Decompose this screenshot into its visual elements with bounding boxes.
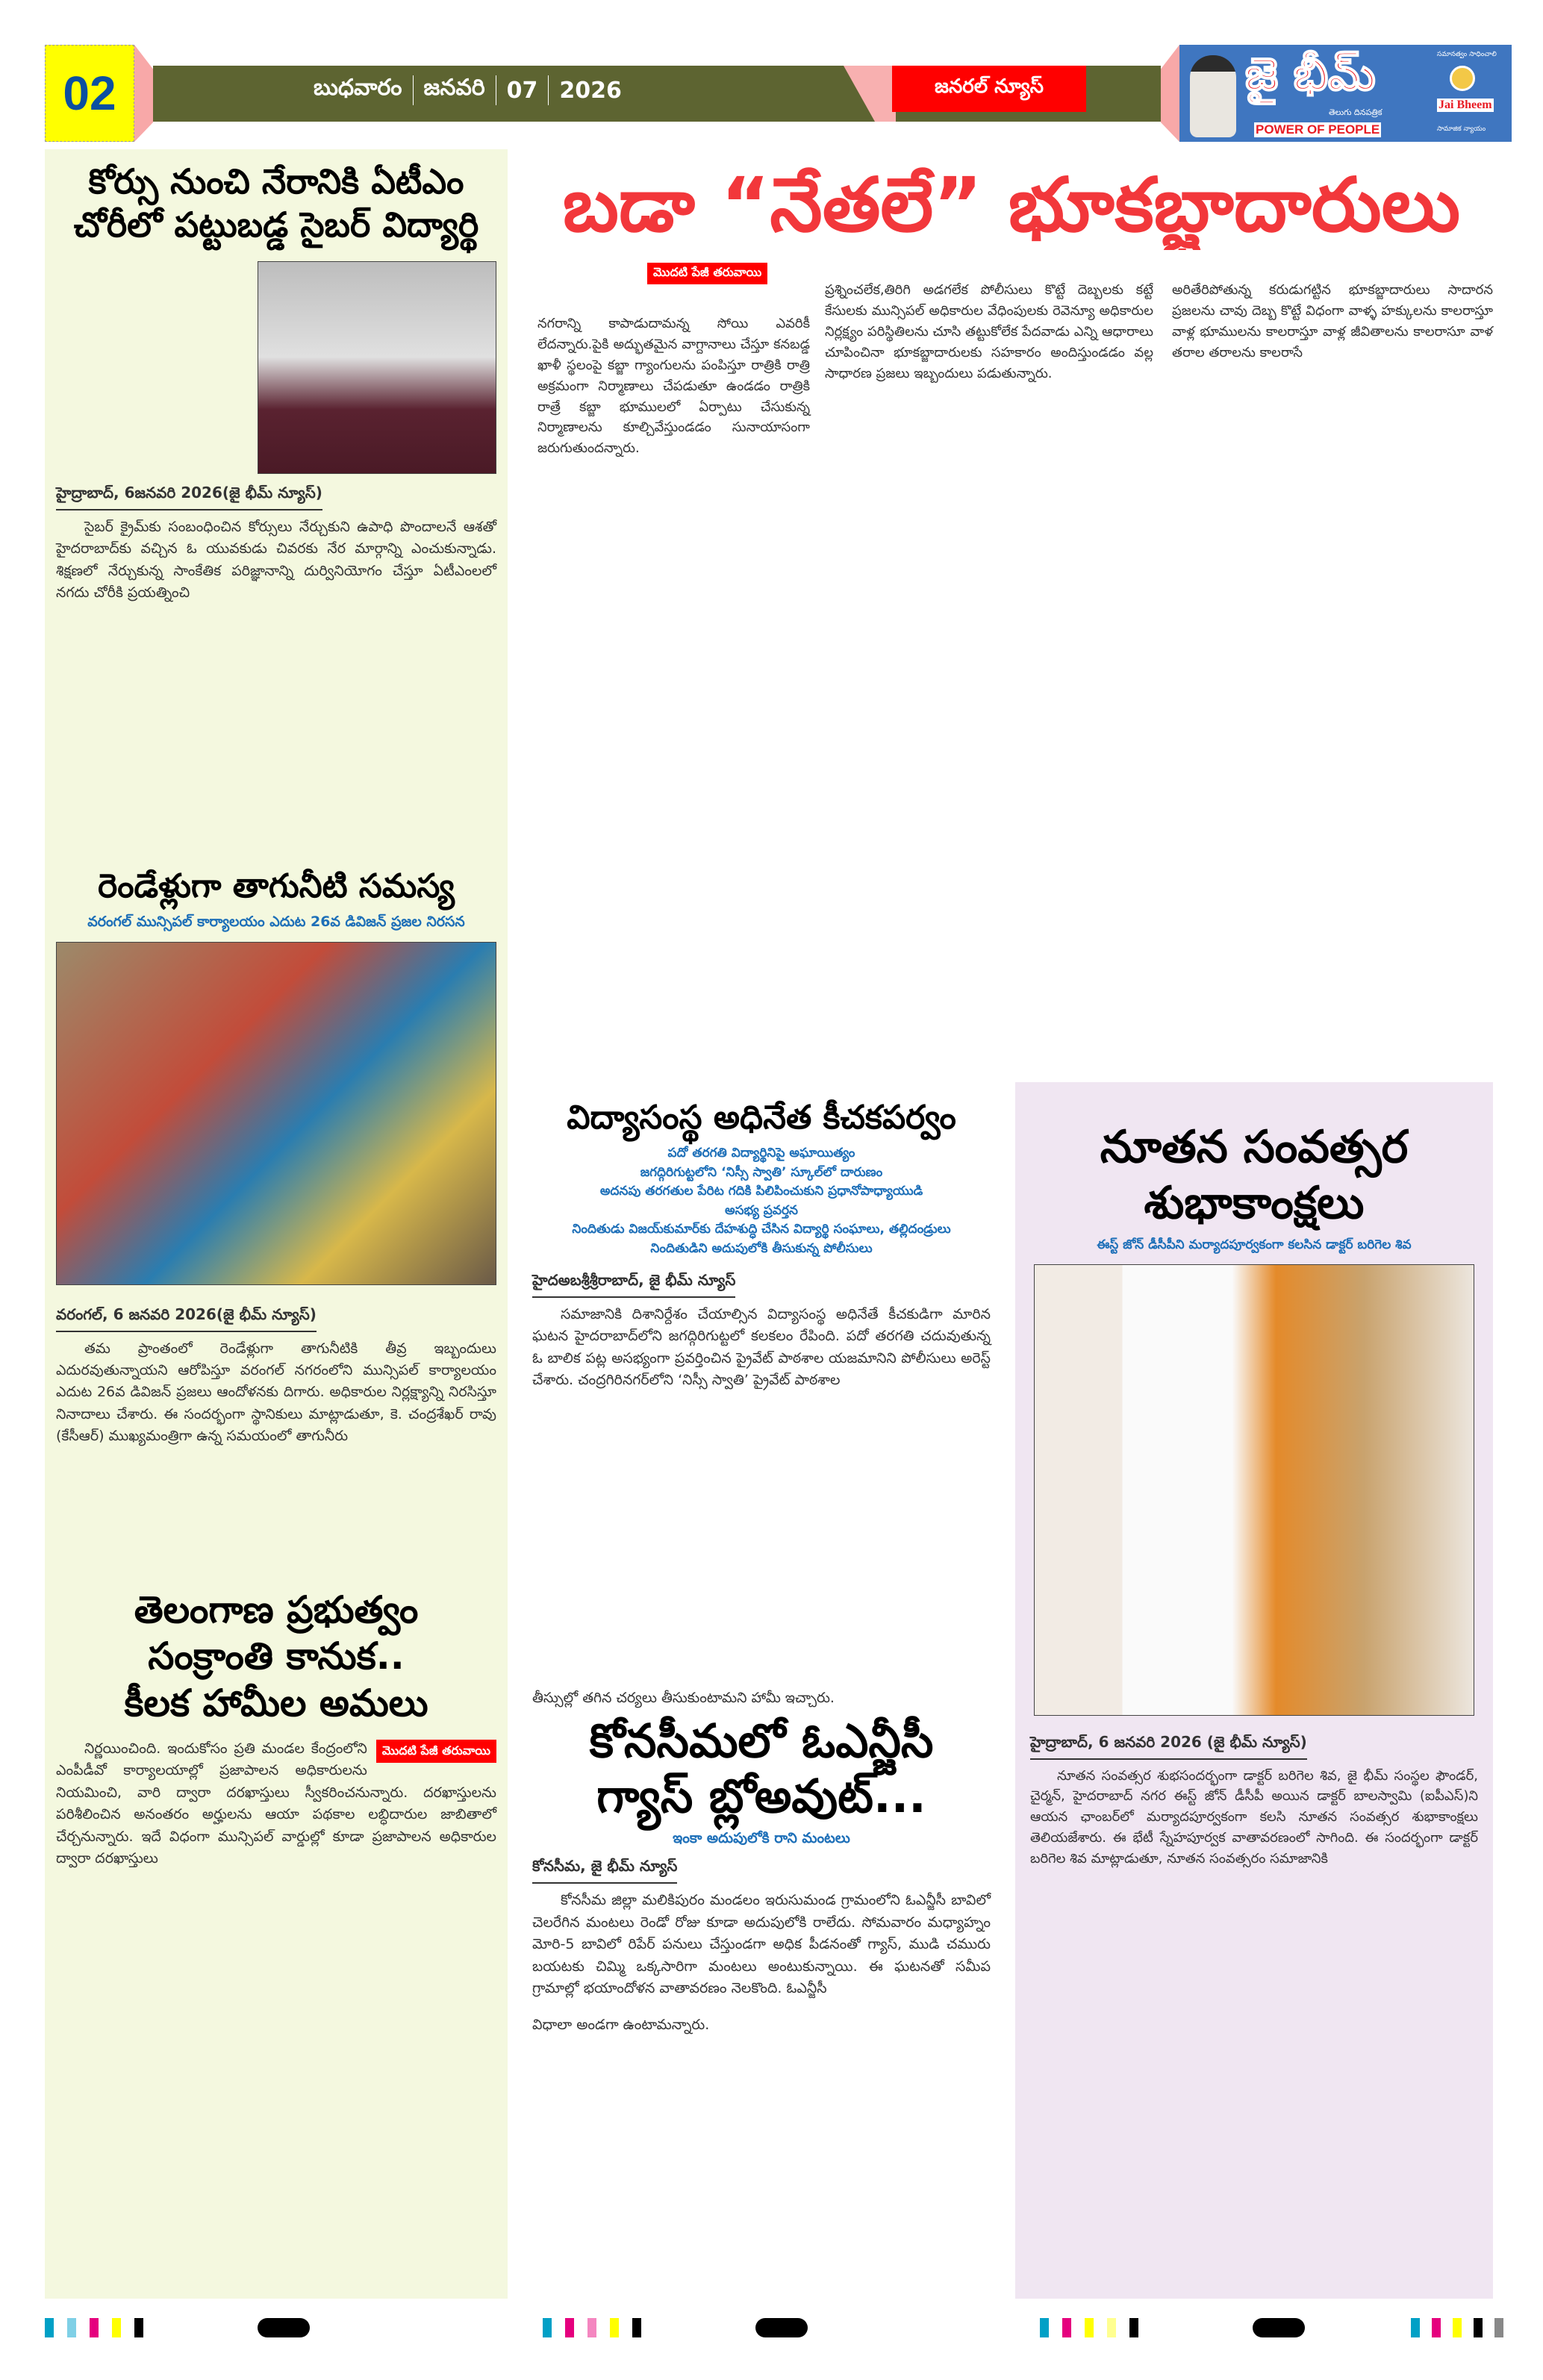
school-story-text — [526, 1269, 997, 1392]
decor-triangle — [1161, 45, 1179, 142]
ongc-story-subhead: ఇంకా అదుపులోకి రాని మంటలు — [673, 1829, 850, 1846]
continued-tag: మొదటి పేజీ తరువాయి — [647, 263, 767, 284]
greetings-dateline: హైద్రాబాద్, 6 జనవరి 2026 (జై భీమ్ న్యూస్) — [1030, 1731, 1307, 1760]
date: 07 — [506, 77, 538, 104]
ambedkar-portrait-icon — [1190, 55, 1236, 137]
logo-tagline: POWER OF PEOPLE — [1256, 122, 1380, 137]
greetings-headline: నూతన సంవత్సర శుభాకాంక్షలు — [1100, 1121, 1409, 1229]
school-story-headline: విద్యాసంస్థ అధినేత కీచకపర్వం — [567, 1099, 956, 1137]
continued-tag-wrap — [647, 263, 767, 284]
cyber-story-text — [56, 261, 496, 858]
logo-subtitle: తెలుగు దినపత్రిక — [1329, 107, 1383, 117]
year: 2026 — [559, 77, 622, 104]
day: బుధవారం — [314, 75, 402, 101]
school-story-dateline: హైదఅబశ్రీశ్రీరాబాద్, జై భీమ్ న్యూస్ — [532, 1269, 735, 1298]
meeting-photo — [1034, 1264, 1474, 1716]
section-label: జనరల్ న్యూస్ — [892, 66, 1086, 112]
ongc-story-last-line: విధాలా అండగా ఉంటామన్నారు. — [532, 2017, 710, 2034]
cyber-story-headline: కోర్సు నుంచి నేరానికి ఏటీఎం చోరీలో పట్టుబడ్డ సైబర్ విద్యార్థి — [73, 161, 479, 245]
logo-side-bottom: సామాజిక న్యాయం — [1437, 125, 1486, 133]
main-story-col-2: ప్రశ్నించలేక,తిరిగి అడగలేక పోలీసులు కొట్టే దెబ్బలకు కట్టే కేసులకు మున్సిపల్ అధికారుల వేధింపులకు రెవెన్యూ అధికారుల నిర్లక్ష్యం పరిస్థితిలను చూసి తట్టుకోలేక పేదవాడు ఎన్ని ఆధారాలు చూపించినా భూకబ్జాదారులకు సహకారం అందిస్తుండడం వల్ల సాధారణ ప్రజలు ఇబ్బందులు పడుతున్నారు. — [825, 282, 1153, 381]
greetings-text — [1026, 1731, 1482, 1870]
decor-triangle — [134, 45, 153, 142]
school-story-last-line: తీస్సుల్లో తగిన చర్యలు తీసుకుంటామని హామీ ఇచ్చారు. — [532, 1689, 835, 1706]
school-story-subheads: పదో తరగతి విద్యార్థినిపై అఘాయిత్యం జగద్గిరిగుట్టలోని ‘నిస్సీ స్వాతి’ స్కూల్‌లో దారుణం అదనపు తరగతుల పేరిట గదికి పిలిపించుకుని ప్రధానోపాధ్యాయుడి అసభ్య ప్రవర్తన నిందితుడు విజయ్‌కుమార్‌కు దేహశుద్ధి చేసిన విద్యార్థి సంఘాలు, తల్లిదండ్రులు నిందితుడిని అదుపులోకి తీసుకున్న పోలీసులు — [572, 1146, 951, 1256]
cyber-story-body: సైబర్ క్రైమ్‌కు సంబంధించిన కోర్సులు నేర్చుకుని ఉపాధి పొందాలనే ఆశతో హైదరాబాద్‌కు వచ్చిన ఓ యువకుడు చివరకు నేర మార్గాన్ని ఎంచుకున్నాడు. శిక్షణలో నేర్చుకున్న సాంకేతిక పరిజ్ఞానాన్ని దుర్వినియోగం చేస్తూ ఏటీఎంలలో నగదు చోరీకి ప్రయత్నించి — [56, 519, 496, 602]
sankranti-story-headline: తెలంగాణ ప్రభుత్వం సంక్రాంతి కానుక.. కీలక హామీల అమలు — [124, 1587, 428, 1725]
suspect-photo — [258, 261, 496, 474]
water-story-headline: రెండేళ్లుగా తాగునీటి సమస్య — [98, 867, 455, 905]
water-story-body: తమ ప్రాంతంలో రెండేళ్లుగా తాగునీటికి తీవ్ర ఇబ్బందులు ఎదురవుతున్నాయని ఆరోపిస్తూ వరంగల్ నగరంలోని మున్సిపల్ కార్యాలయం ఎదుట 26వ డివిజన్ ప్రజలు ఆందోళనకు దిగారు. అధికారుల నిర్లక్ష్యాన్ని నిరసిస్తూ నినాదాలు చేశారు. ఈ సందర్భంగా స్థానికులు మాట్లాడుతూ, కె. చంద్రశేఖర్ రావు (కేసీఆర్) ముఖ్యమంత్రిగా ఉన్న సమయంలో తాగునీరు — [56, 1340, 496, 1445]
school-story-body: సమాజానికి దిశానిర్దేశం చేయాల్సిన విద్యాసంస్థ అధినేతే కీచకుడిగా మారిన ఘటన హైదరాబాద్‌లోని జగద్గిరిగుట్టలో కలకలం రేపింది. పదో తరగతి చదువుతున్న ఓ బాలిక పట్ల అసభ్యంగా ప్రవర్తించిన ప్రైవేట్ పాఠశాల యజమానిని పోలీసులు అరెస్ట్ చేశారు. చంద్రగిరినగర్‌లోని ‘నిస్సీ స్వాతి’ ప్రైవేట్ పాఠశాల — [532, 1306, 991, 1389]
logo-tv: Jai Bheem — [1438, 99, 1492, 111]
middle-column-content — [526, 1097, 997, 2037]
newspaper-logo — [1179, 45, 1512, 142]
greetings-body: నూతన సంవత్సర శుభసందర్భంగా డాక్టర్ బరిగెల శివ, జై భీమ్ సంస్థల ఫౌండర్, చైర్మన్, హైదరాబాద్ నగర ఈస్ట్ జోన్ డీసీపీ అయిన డాక్టర్ బాలస్వామి (ఐపీఎస్)ని ఆయన ఛాంబర్‌లో మర్యాదపూర్వకంగా కలసి నూతన సంవత్సర శుభాకాంక్షలు తెలియజేశారు. ఈ భేటీ స్నేహపూర్వక వాతావరణంలో సాగింది. ఈ సందర్భంగా డాక్టర్ బరిగెల శివ మాట్లాడుతూ, నూతన సంవత్సరం సమాజానికి — [1030, 1767, 1478, 1867]
month: జనవరి — [423, 75, 485, 101]
emblem-icon — [1450, 66, 1475, 91]
water-story-subhead: వరంగల్ మున్సిపల్ కార్యాలయం ఎదుట 26వ డివిజన్ ప్రజల నిరసన — [87, 913, 465, 930]
cyber-story-dateline: హైద్రాబాద్, 6జనవరి 2026(జై భీమ్ న్యూస్) — [56, 481, 322, 510]
continued-tag: మొదటి పేజీ తరువాయి — [376, 1740, 496, 1763]
ongc-story-text — [526, 1855, 997, 1999]
left-column-content — [56, 160, 496, 1870]
main-headline: బడా “నేతలే” భూకబ్జాదారులు — [562, 161, 1461, 249]
school-story — [526, 1097, 997, 1709]
water-story-dateline: వరంగల్, 6 జనవరి 2026(జై భీమ్ న్యూస్) — [56, 1303, 317, 1332]
protest-photo — [56, 942, 496, 1285]
sankranti-body-text: నిర్ణయించింది. ఇందుకోసం ప్రతి మండల కేంద్రంలోని ఎంపీడీవో కార్యాలయాల్లో ప్రజాపాలన అధికారులను నియమించి, వారి ద్వారా దరఖాస్తులు స్వీకరించనున్నారు. దరఖాస్తులను పరిశీలించిన అనంతరం అర్హులను ఆయా పథకాల లబ్ధిదారుల జాబితాలో చేర్చనున్నారు. ఇదే విధంగా మున్సిపల్ వార్డుల్లో కూడా ప్రజాపాలన అధికారుల ద్వారా దరఖాస్తులు — [56, 1740, 496, 1867]
water-story-text — [56, 1303, 496, 1579]
page-number: 02 — [45, 45, 134, 142]
logo-side-top: సమానత్వం సాధించాలి — [1437, 51, 1497, 58]
sankranti-story-body — [56, 1738, 496, 1870]
issue-date — [314, 75, 622, 106]
greetings-content — [1026, 1119, 1482, 1870]
main-story-col-3: అరితేరిపోతున్న కరుడుగట్టిన భూకబ్జాదారులు సాదారన ప్రజలను చావు దెబ్బ కొట్టే విధంగా వాళ్ళ హక్కులను కాలరాస్తూ వాళ్ల భూములను కాలరాస్తూ వాళ్ల జీవితాలను కాలరాసూ వాళ తరాల తరాలను కాలరాసే — [1172, 282, 1493, 360]
logo-title: జై భీమ్ — [1245, 49, 1376, 101]
greetings-subhead: ఈస్ట్ జోన్ డీసీపీని మర్యాదపూర్వకంగా కలసిన డాక్టర్ బరిగెల శివ — [1097, 1237, 1412, 1252]
ongc-story-dateline: కోనసీమ, జై భీమ్ న్యూస్ — [532, 1855, 677, 1884]
ongc-story-headline: కోనసీమలో ఓఎన్జీసీ గ్యాస్ బ్లోఅవుట్... — [589, 1714, 934, 1824]
main-story-col-1: నగరాన్ని కాపాడుదామన్న సోయి ఎవరికీ లేదన్నారు.పైకి అద్భుతమైన వాగ్దానాలు చేస్తూ కనబడ్డ ఖాళీ స్థలంపై కబ్జా గ్యాంగులను పంపిస్తూ రాత్రికి రాత్రి అక్రమంగా నిర్మాణాలు చేపడుతూ ఉండడం రాత్రికి రాత్రే కబ్జా భూములలో ఏర్పాటు చేసుకున్న నిర్మాణాలను కూల్చివేస్తుండడం సునాయాసంగా జరుగుతుందన్నారు. — [537, 316, 810, 457]
ongc-story-body: కోనసీమ జిల్లా మలికిపురం మండలం ఇరుసుమండ గ్రామంలోని ఓఎన్జీసీ బావిలో చెలరేగిన మంటలు రెండో రోజు కూడా అదుపులోకి రాలేదు. సోమవారం మధ్యాహ్నం మోరి-5 బావిలో రిపేర్ పనులు చేస్తుండగా అధిక పీడనంతో గ్యాస్, ముడి చమురు బయటకు చిమ్మి ఒక్కసారిగా మంటలు అంటుకున్నాయి. ఈ ఘటనతో సమీప గ్రామాల్లో భయాందోళన వాతావరణం నెలకొంది. ఓఎన్జీసీ — [532, 1892, 991, 1997]
